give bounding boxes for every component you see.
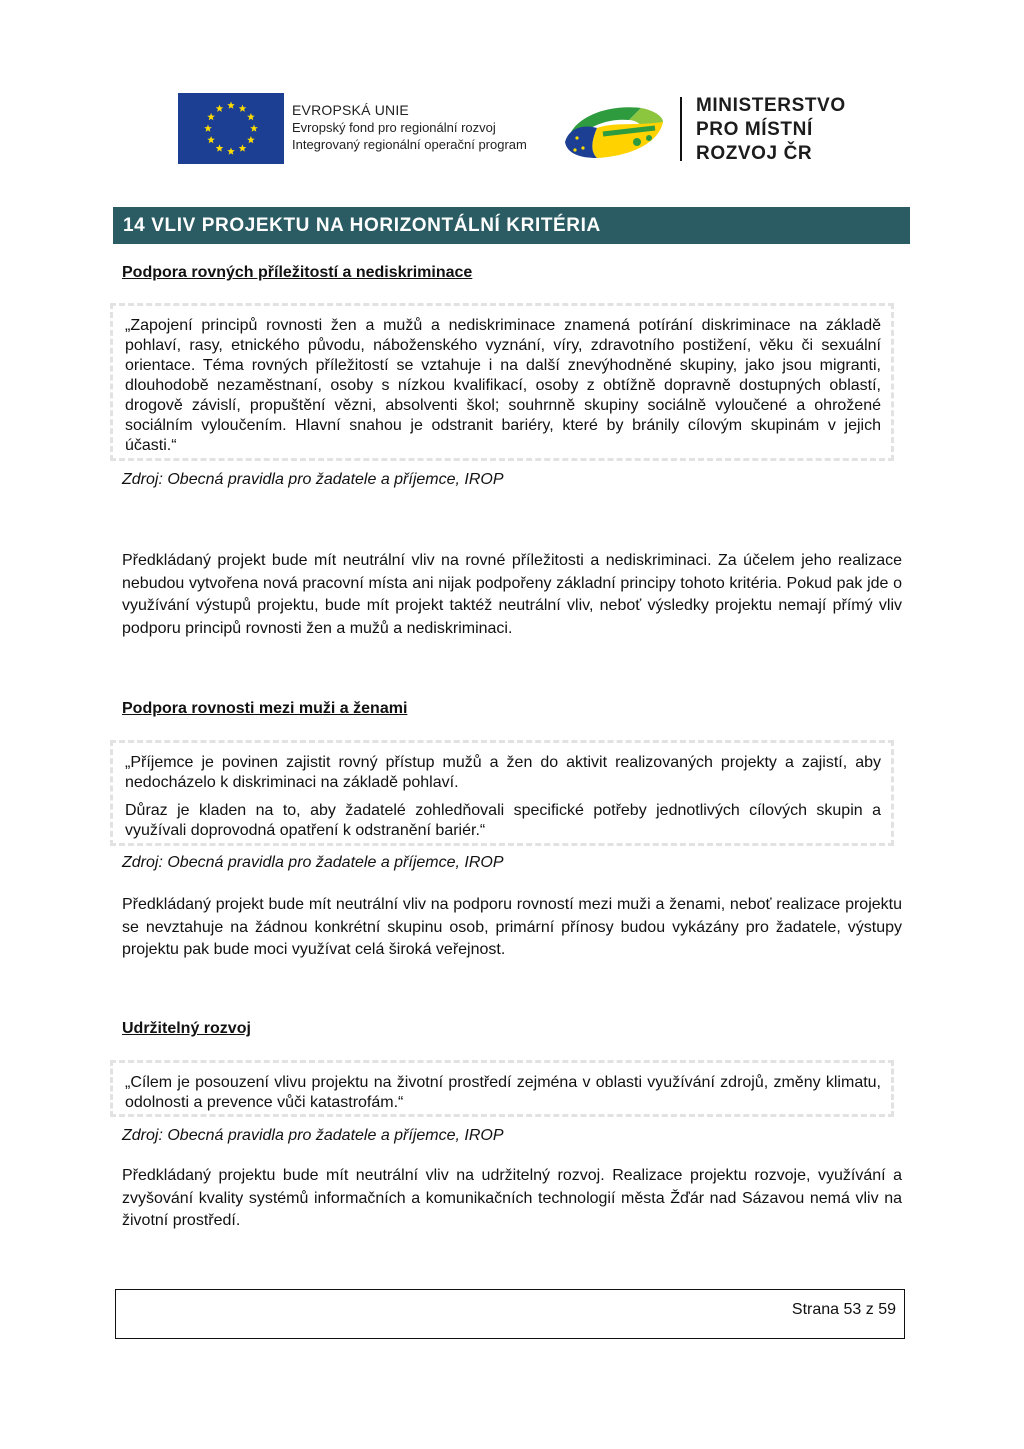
ministry-line-3: ROZVOJ ČR bbox=[696, 143, 813, 164]
quote-box-3 bbox=[110, 1060, 894, 1117]
source-note-1: Zdroj: Obecná pravidla pro žadatele a příjemce, IROP bbox=[122, 471, 504, 488]
eu-flag-icon bbox=[178, 93, 284, 164]
ministry-line-2: PRO MÍSTNÍ bbox=[696, 119, 813, 140]
section-title: 14 VLIV PROJEKTU NA HORIZONTÁLNÍ KRITÉRIA bbox=[113, 207, 910, 244]
ministry-line-1: MINISTERSTVO bbox=[696, 95, 846, 116]
quote-text: „Zapojení principů rovnosti žen a mužů a nediskriminace znamená potírání diskriminace na základě pohlaví, rasy, etnického původu, náboženského vyznání, víry, zdravotního postižení, věku či sexuální orientace. Téma rovných příležitostí se vztahuje i na další znevýhodněné skupiny, jako jsou migranti, dlouhodobě nezaměstnaní, osoby s nízkou kvalifikací, osoby z obtížně dopravně dostupných oblastí, drogově závislí, propuštění vězni, absolventi škol; souhrnně skupiny sociálně vyloučené a ohrožené sociálním vyloučením. Hlavní snahou je odstranit bariéry, které by bránily cílovým skupinám v jejich účasti.“ bbox=[125, 317, 881, 454]
quote-text: Důraz je kladen na to, aby žadatelé zohledňovali specifické potřeby jednotlivých cílových skupin a využívali doprovodná opatření k odstranění bariér.“ bbox=[125, 802, 881, 839]
source-note-2: Zdroj: Obecná pravidla pro žadatele a příjemce, IROP bbox=[122, 854, 504, 871]
quote-box-1 bbox=[110, 303, 894, 461]
heading-equal-opportunities: Podpora rovných příležitostí a nediskriminace bbox=[122, 264, 473, 281]
page-header bbox=[0, 0, 1024, 200]
quote-text: „Cílem je posouzení vlivu projektu na životní prostředí zejména v oblasti využívání zdrojů, změny klimatu, odolnosti a prevence vůči katastrofám.“ bbox=[125, 1074, 881, 1111]
ministry-logo-icon bbox=[563, 98, 667, 160]
page-number: Strana 53 z 59 bbox=[791, 1301, 896, 1318]
paragraph-1: Předkládaný projekt bude mít neutrální vliv na rovné příležitosti a nediskriminaci. Za účelem jeho realizace nebudou vytvořena nová pracovní místa ani nijak podpořeny základní principy tohoto kritéria. Pokud pak jde o využívání výstupů projektu, bude mít projekt taktéž neutrální vliv, neboť výsledky projektu nemají přímý vliv podporu principů rovnosti žen a mužů a nediskriminaci. bbox=[122, 552, 902, 637]
heading-sustainable-development: Udržitelný rozvoj bbox=[122, 1020, 251, 1037]
heading-gender-equality: Podpora rovnosti mezi muži a ženami bbox=[122, 700, 408, 717]
ministry-name bbox=[696, 94, 846, 166]
eu-line-1: EVROPSKÁ UNIE bbox=[292, 102, 409, 118]
paragraph-3: Předkládaný projektu bude mít neutrální vliv na udržitelný rozvoj. Realizace projektu rozvoje, využívání a zvyšování kvality systémů informačních a komunikačních technologií města Žďár nad Sázavou nemá vliv na životní prostředí. bbox=[122, 1167, 902, 1229]
quote-box-2 bbox=[110, 740, 894, 846]
paragraph-2: Předkládaný projekt bude mít neutrální vliv na podporu rovností mezi muži a ženami, neboť realizace projektu se nevztahuje na žádnou konkrétní skupinu osob, primární přínosy budou vykázány pro žadatele, výstupy projektu pak bude moci využívat celá široká veřejnost. bbox=[122, 896, 902, 958]
ministry-divider bbox=[680, 97, 682, 161]
quote-text: „Příjemce je povinen zajistit rovný přístup mužů a žen do aktivit realizovaných projekty a zajistí, aby nedocházelo k diskriminaci na základě pohlaví. bbox=[125, 754, 881, 791]
eu-text-block bbox=[292, 102, 552, 153]
page-footer bbox=[115, 1289, 905, 1339]
source-note-3: Zdroj: Obecná pravidla pro žadatele a příjemce, IROP bbox=[122, 1127, 504, 1144]
eu-line-2: Evropský fond pro regionální rozvoj bbox=[292, 120, 496, 135]
eu-line-3: Integrovaný regionální operační program bbox=[292, 137, 527, 152]
